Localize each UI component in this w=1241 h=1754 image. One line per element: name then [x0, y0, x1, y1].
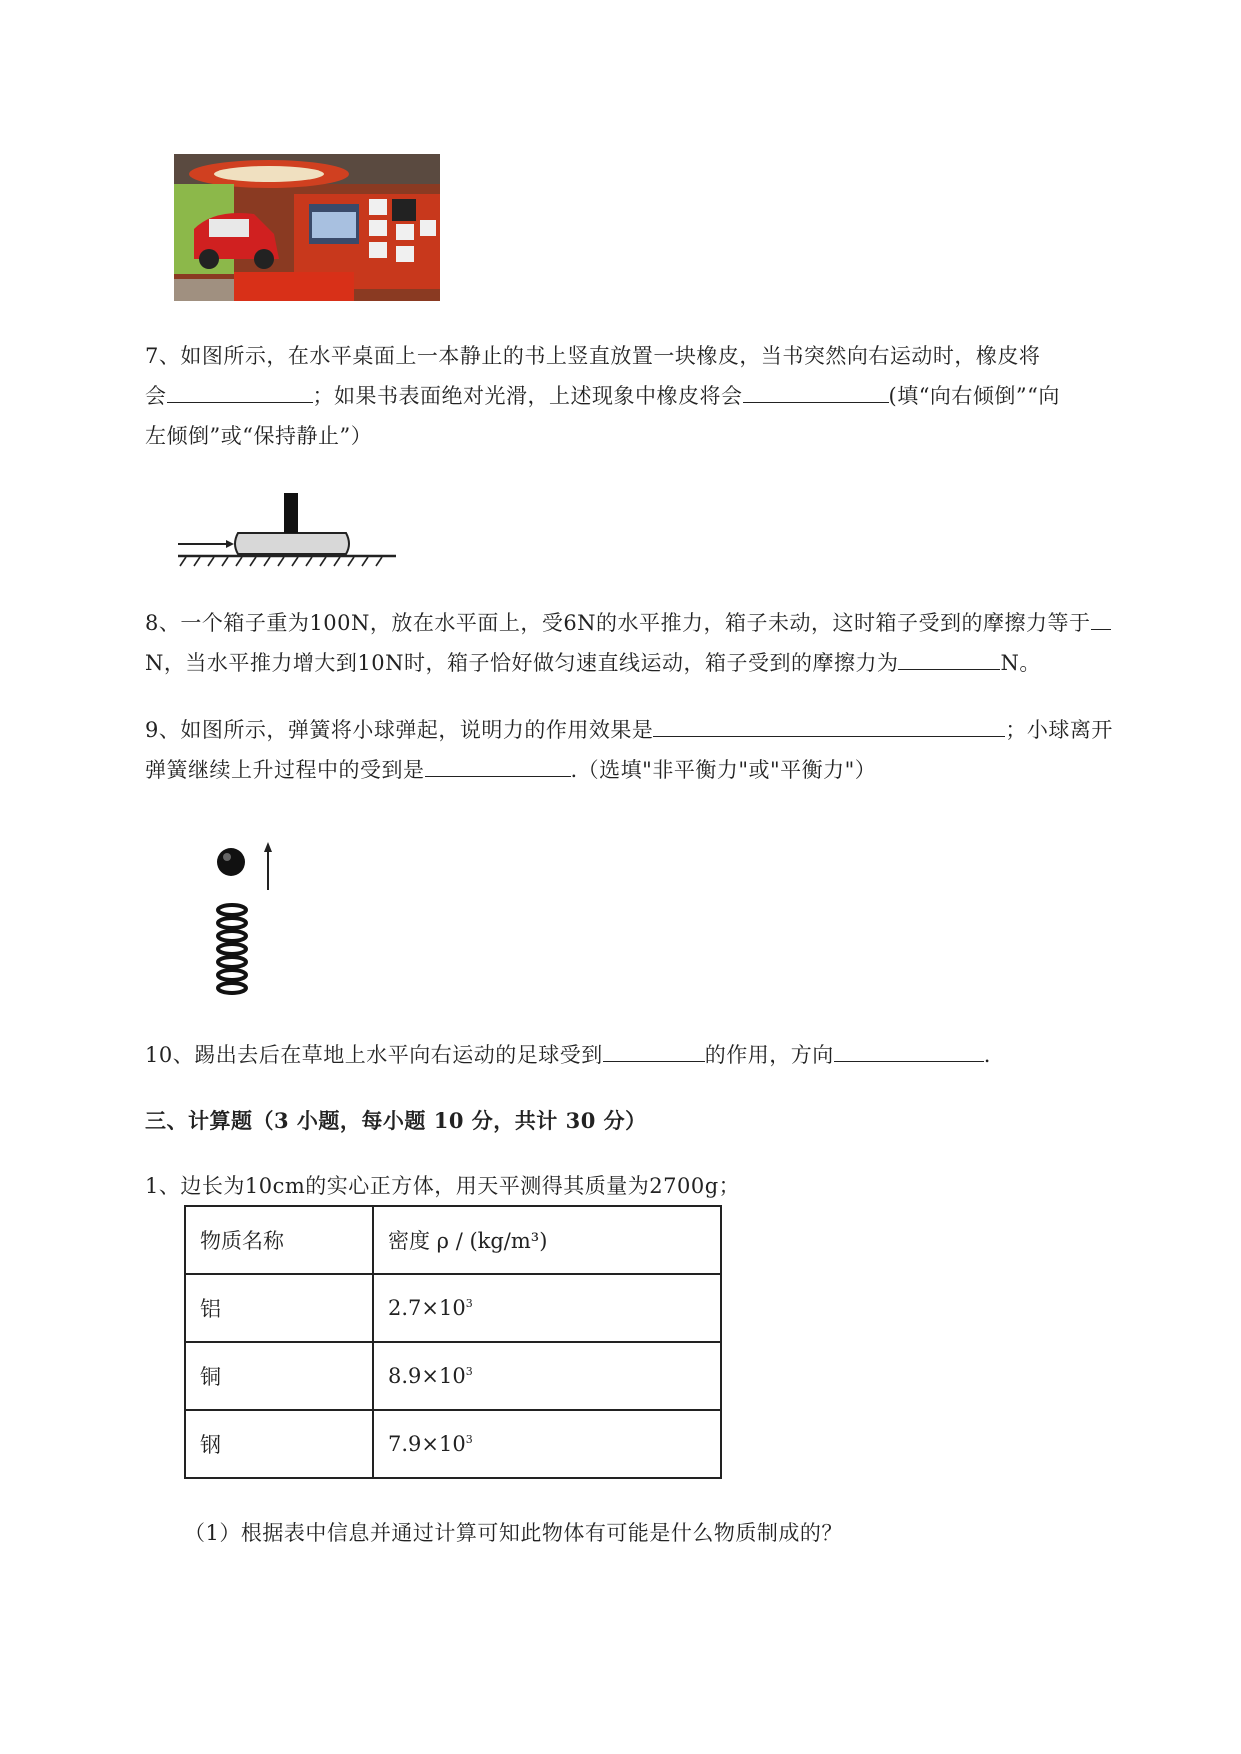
question-8-line-1 — [145, 603, 1155, 643]
question-8-line-2 — [145, 643, 1155, 683]
answer-blank[interactable] — [425, 754, 571, 777]
q8-text-2a: N，当水平推力增大到10N时，箱子恰好做匀速直线运动，箱子受到的摩擦力为 — [145, 651, 899, 675]
table-row — [185, 1410, 721, 1478]
density-table — [184, 1205, 722, 1479]
answer-blank[interactable] — [743, 380, 889, 403]
spring-ball-diagram — [208, 840, 278, 1000]
q9-text-1a: 9、如图所示，弹簧将小球弹起，说明力的作用效果是 — [145, 718, 654, 742]
calc1-question-1-text: （1）根据表中信息并通过计算可知此物体有可能是什么物质制成的？ — [184, 1521, 843, 1545]
section-heading — [145, 1101, 1155, 1141]
q7-text-1: 7、如图所示，在水平桌面上一本静止的书上竖直放置一块橡皮，当书突然向右运动时，橡皮将 — [145, 344, 1041, 368]
calc1-intro-text: 1、边长为10cm的实心正方体，用天平测得其质量为2700g； — [145, 1174, 741, 1198]
q10-text-c: . — [983, 1043, 991, 1067]
density-value: $8.9\times 10^3$ — [373, 1342, 721, 1410]
material-name: 铝 — [185, 1274, 373, 1342]
answer-blank[interactable] — [834, 1039, 984, 1062]
table-row — [185, 1274, 721, 1342]
q8-text-2b: N。 — [1000, 651, 1041, 675]
answer-blank[interactable] — [1091, 607, 1111, 630]
answer-blank[interactable] — [603, 1039, 705, 1062]
q9-text-2a: 弹簧继续上升过程中的受到是 — [145, 758, 425, 782]
q10-text-b: 的作用，方向 — [704, 1043, 834, 1067]
q9-text-1b: ；小球离开 — [1005, 718, 1113, 742]
q8-text-1: 8、一个箱子重为100N，放在水平面上，受6N的水平推力，箱子未动，这时箱子受到的摩擦力等于 — [145, 611, 1091, 635]
header-material-name: 物质名称 — [185, 1206, 373, 1274]
answer-blank[interactable] — [898, 647, 1000, 670]
table-row — [185, 1342, 721, 1410]
q7-text-3: 左倾倒”或“保持静止”） — [145, 424, 373, 448]
question-9-line-1 — [145, 710, 1155, 750]
q9-text-2b: .（选填"非平衡力"或"平衡力"） — [570, 758, 877, 782]
q7-text-2c: (填“向右倾倒”“向 — [888, 384, 1060, 408]
question-7-line-3 — [145, 416, 1155, 456]
question-7-line-1 — [145, 336, 1155, 376]
question-9-line-2 — [145, 750, 1155, 790]
answer-blank[interactable] — [167, 380, 313, 403]
calc-question-1-intro — [145, 1166, 1155, 1206]
q7-text-2b: ；如果书表面绝对光滑，上述现象中橡皮将会 — [312, 384, 743, 408]
calc-question-1-part-1 — [184, 1513, 1194, 1553]
q7-text-2a: 会 — [145, 384, 167, 408]
question-7-line-2 — [145, 376, 1155, 416]
material-name: 钢 — [185, 1410, 373, 1478]
material-name: 铜 — [185, 1342, 373, 1410]
density-value: $7.9\times 10^3$ — [373, 1410, 721, 1478]
exhibition-hall-photo — [174, 154, 440, 301]
table-header-row — [185, 1206, 721, 1274]
answer-blank[interactable] — [653, 714, 1005, 737]
q10-text-a: 10、踢出去后在草地上水平向右运动的足球受到 — [145, 1043, 603, 1067]
question-10 — [145, 1035, 1155, 1075]
section-3-title: 三、计算题（3 小题，每小题 10 分，共计 30 分） — [145, 1108, 647, 1133]
density-value: $2.7\times 10^3$ — [373, 1274, 721, 1342]
header-density: 密度 ρ / (kg/m³) — [373, 1206, 721, 1274]
book-eraser-diagram — [176, 488, 400, 570]
